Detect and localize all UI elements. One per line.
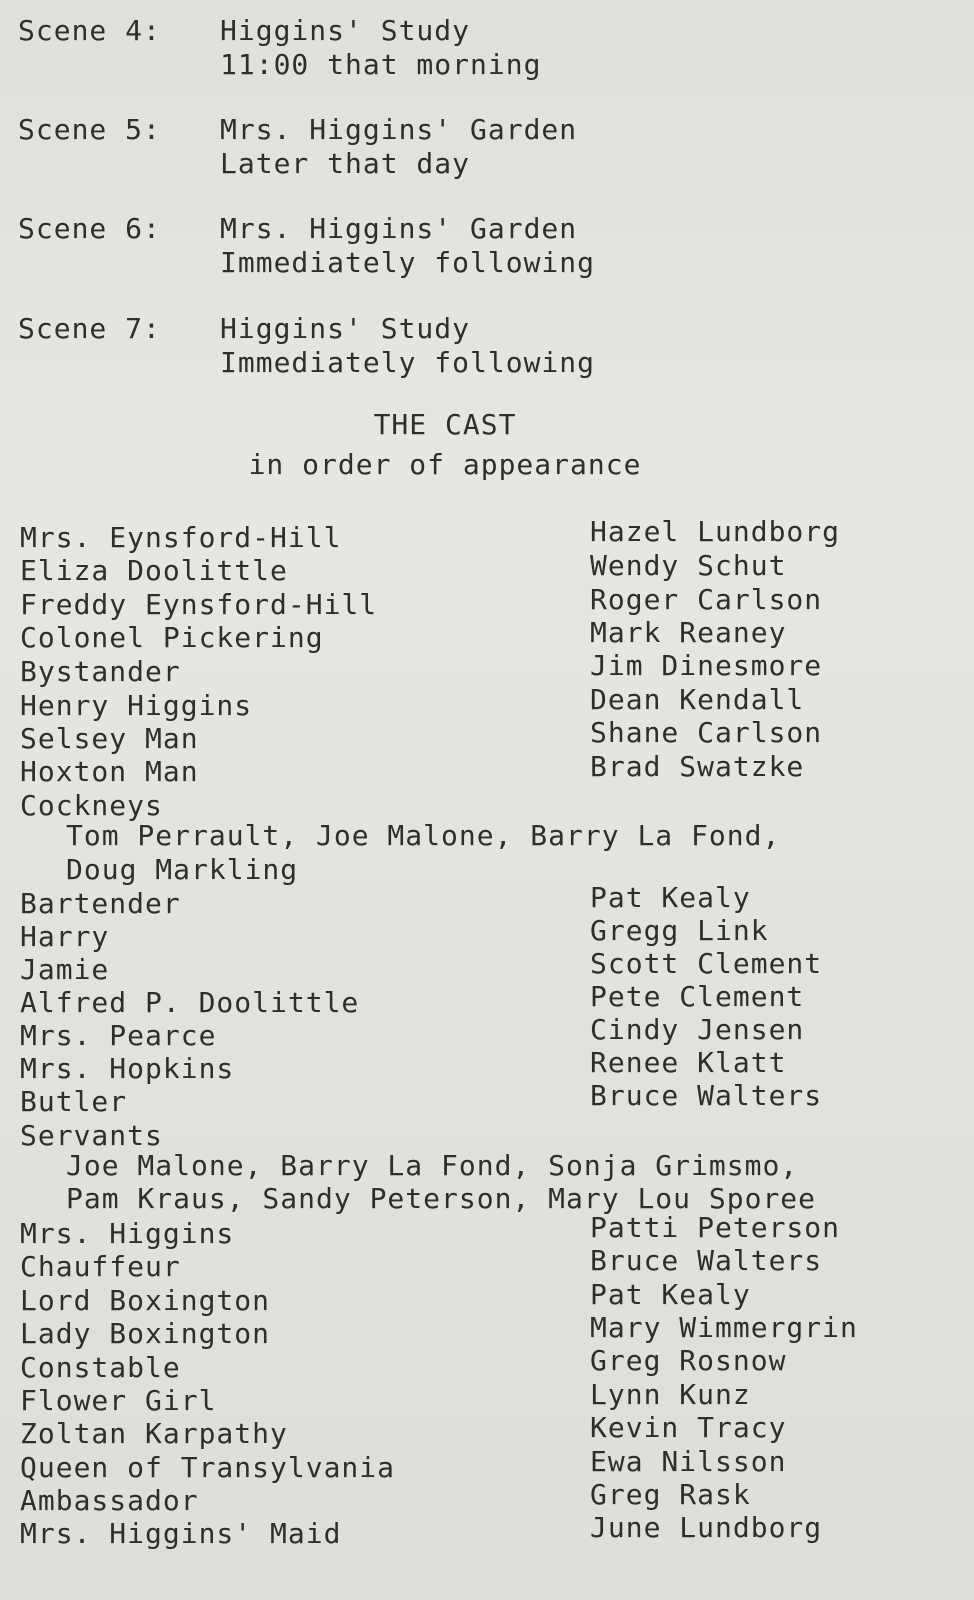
actor-name: Scott Clement: [590, 947, 823, 980]
role-name: Hoxton Man: [20, 755, 199, 788]
actor-name: Jim Dinesmore: [590, 649, 823, 682]
actor-name: Shane Carlson: [590, 716, 823, 749]
scene-location: Higgins' Study: [220, 312, 471, 345]
role-name: Henry Higgins: [20, 689, 253, 722]
actor-name: Wendy Schut: [590, 549, 787, 582]
role-name: Mrs. Higgins' Maid: [20, 1517, 342, 1550]
role-name: Colonel Pickering: [20, 621, 324, 654]
actor-name: Cindy Jensen: [590, 1013, 805, 1046]
role-name: Flower Girl: [20, 1384, 217, 1417]
role-name: Bartender: [20, 887, 181, 920]
scene-time: Immediately following: [220, 346, 596, 379]
actor-name: Hazel Lundborg: [590, 515, 841, 548]
cast-title: THE CAST: [373, 408, 517, 441]
role-name: Mrs. Eynsford-Hill: [20, 521, 342, 554]
group-members-line: Tom Perrault, Joe Malone, Barry La Fond,: [66, 819, 781, 852]
group-members-line: Doug Markling: [66, 853, 299, 886]
actor-name: June Lundborg: [590, 1511, 823, 1544]
actor-name: Ewa Nilsson: [590, 1445, 787, 1478]
scene-time: 11:00 that morning: [220, 48, 542, 81]
role-name: Queen of Transylvania: [20, 1451, 396, 1484]
role-name: Mrs. Pearce: [20, 1019, 217, 1052]
scene-label: Scene 6:: [18, 212, 161, 245]
actor-name: Renee Klatt: [590, 1046, 787, 1079]
actor-name: Greg Rask: [590, 1478, 751, 1511]
actor-name: Roger Carlson: [590, 583, 823, 616]
scene-label: Scene 5:: [18, 113, 161, 146]
actor-name: Mary Wimmergrin: [590, 1311, 858, 1344]
role-name: Lord Boxington: [20, 1284, 271, 1317]
role-name: Mrs. Higgins: [20, 1217, 235, 1250]
scene-location: Mrs. Higgins' Garden: [220, 113, 578, 146]
role-name: Butler: [20, 1085, 128, 1118]
scene-label: Scene 4:: [18, 14, 161, 47]
scene-location: Mrs. Higgins' Garden: [220, 212, 578, 245]
actor-name: Patti Peterson: [590, 1211, 841, 1244]
actor-name: Pete Clement: [590, 980, 805, 1013]
role-name: Jamie: [20, 953, 110, 986]
scene-time: Later that day: [220, 147, 471, 180]
scene-time: Immediately following: [220, 246, 596, 279]
actor-name: Pat Kealy: [590, 1278, 751, 1311]
cast-subtitle: in order of appearance: [248, 448, 642, 481]
group-members-line: Pam Kraus, Sandy Peterson, Mary Lou Sporee: [66, 1182, 817, 1215]
actor-name: Gregg Link: [590, 914, 769, 947]
actor-name: Mark Reaney: [590, 616, 787, 649]
actor-name: Lynn Kunz: [590, 1378, 751, 1411]
role-name: Selsey Man: [20, 722, 199, 755]
actor-name: Bruce Walters: [590, 1079, 823, 1112]
actor-name: Greg Rosnow: [590, 1344, 787, 1377]
role-name: Alfred P. Doolittle: [20, 986, 360, 1019]
role-name: Chauffeur: [20, 1250, 181, 1283]
scene-label: Scene 7:: [18, 312, 161, 345]
actor-name: Pat Kealy: [590, 881, 751, 914]
role-name: Eliza Doolittle: [20, 554, 288, 587]
actor-name: Brad Swatzke: [590, 750, 805, 783]
actor-name: Kevin Tracy: [590, 1411, 787, 1444]
group-role-name: Cockneys: [20, 789, 163, 822]
role-name: Harry: [20, 920, 110, 953]
group-role-name: Servants: [20, 1119, 163, 1152]
actor-name: Bruce Walters: [590, 1244, 823, 1277]
role-name: Constable: [20, 1351, 181, 1384]
group-members-line: Joe Malone, Barry La Fond, Sonja Grimsmo,: [66, 1149, 799, 1182]
role-name: Freddy Eynsford-Hill: [20, 588, 378, 621]
actor-name: Dean Kendall: [590, 683, 805, 716]
role-name: Bystander: [20, 655, 181, 688]
scene-location: Higgins' Study: [220, 14, 471, 47]
role-name: Zoltan Karpathy: [20, 1417, 288, 1450]
role-name: Ambassador: [20, 1484, 199, 1517]
role-name: Mrs. Hopkins: [20, 1052, 235, 1085]
role-name: Lady Boxington: [20, 1317, 271, 1350]
